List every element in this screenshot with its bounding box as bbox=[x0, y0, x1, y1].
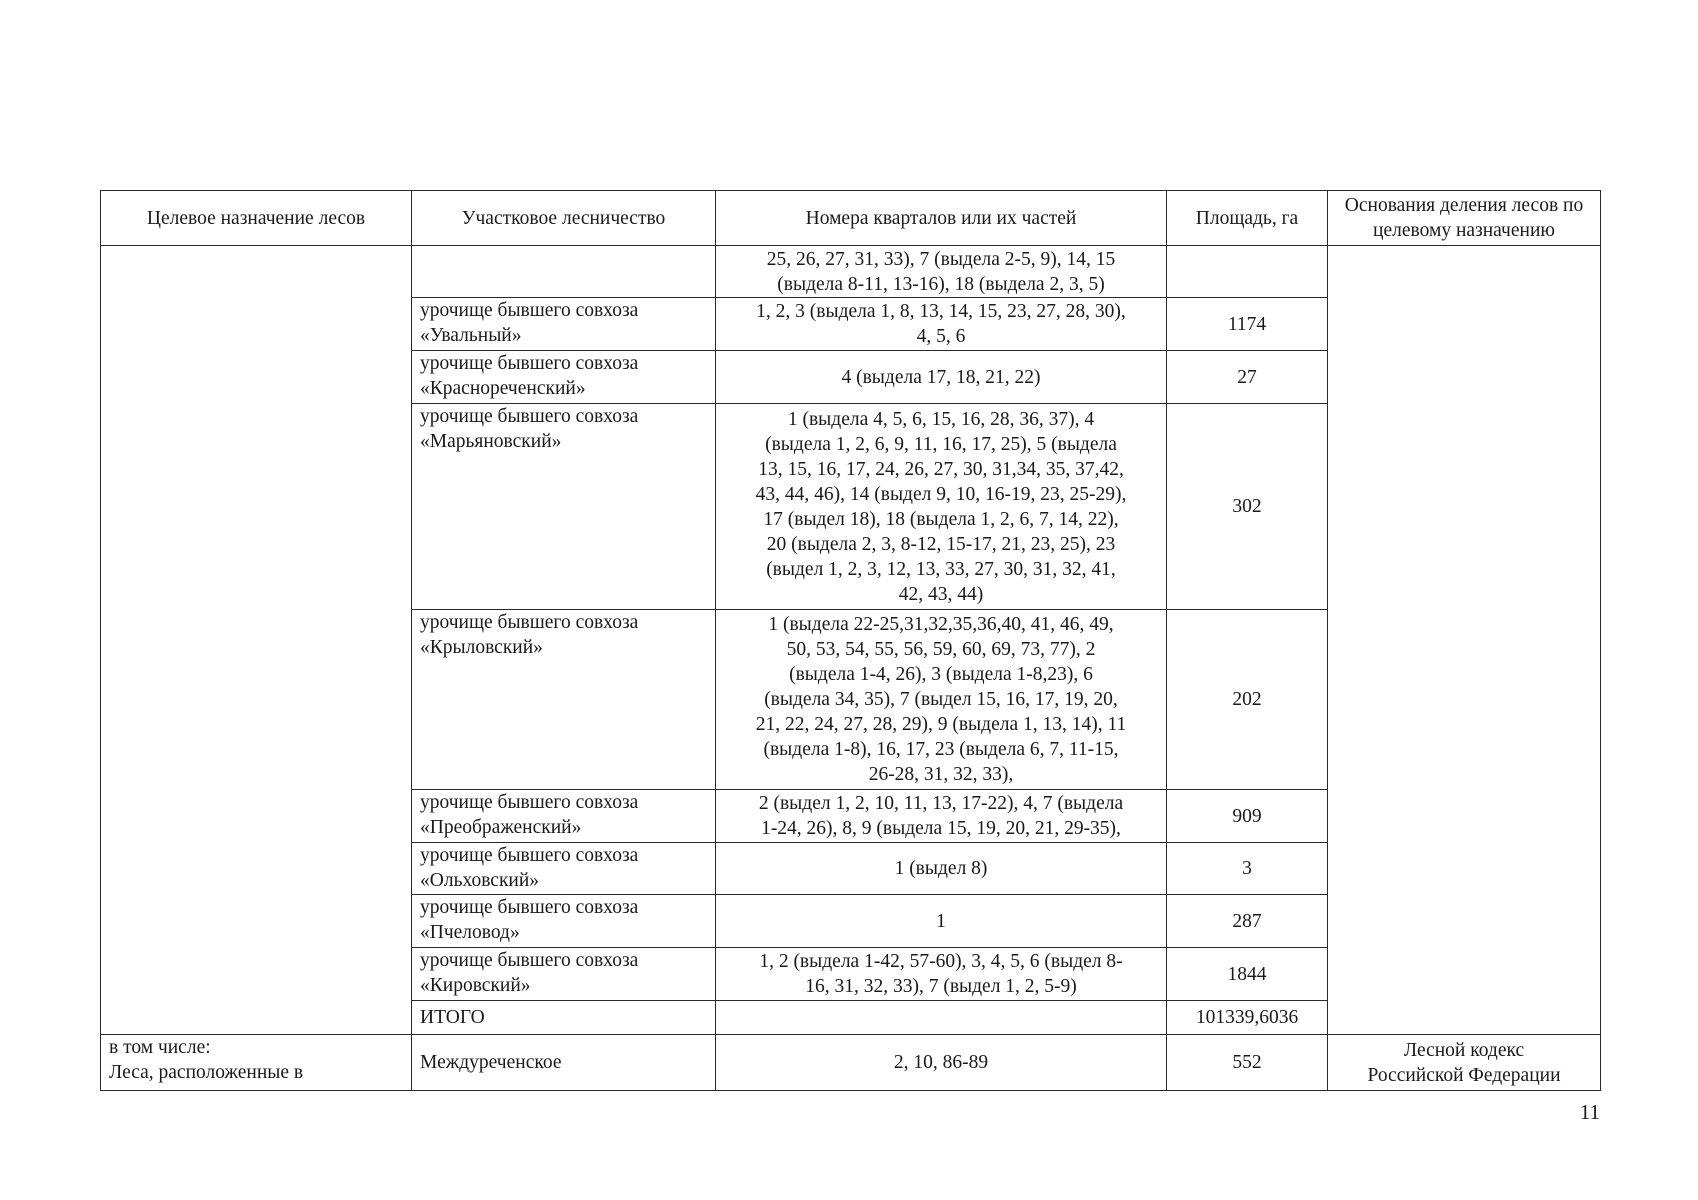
total-area: 101339,6036 bbox=[1167, 1001, 1328, 1035]
area-cell: 909 bbox=[1167, 790, 1328, 843]
purpose-cell-empty bbox=[101, 246, 412, 1035]
district-cell: урочище бывшего совхоза «Ольховский» bbox=[412, 843, 716, 895]
area-cell bbox=[1167, 246, 1328, 298]
district-cell: урочище бывшего совхоза «Кировский» bbox=[412, 948, 716, 1001]
quarters-cell bbox=[716, 1001, 1167, 1035]
district-cell: урочище бывшего совхоза «Увальный» bbox=[412, 298, 716, 351]
area-cell: 302 bbox=[1167, 404, 1328, 610]
district-cell: урочище бывшего совхоза «Пчеловод» bbox=[412, 895, 716, 948]
area-cell: 3 bbox=[1167, 843, 1328, 895]
subset-quarters: 2, 10, 86-89 bbox=[716, 1035, 1167, 1091]
area-cell: 1174 bbox=[1167, 298, 1328, 351]
header-purpose: Целевое назначение лесов bbox=[101, 191, 412, 246]
district-cell: урочище бывшего совхоза «Преображенский» bbox=[412, 790, 716, 843]
header-basis: Основания деления лесов по целевому назначению bbox=[1328, 191, 1601, 246]
subset-purpose: в том числе: Леса, расположенные в bbox=[101, 1035, 412, 1091]
table-row bbox=[101, 246, 1601, 298]
quarters-cell: 25, 26, 27, 31, 33), 7 (выдела 2-5, 9), 14, 15 (выдела 8-11, 13-16), 18 (выдела 2, 3, 5) bbox=[716, 246, 1167, 298]
header-area: Площадь, га bbox=[1167, 191, 1328, 246]
header-district: Участковое лесничество bbox=[412, 191, 716, 246]
district-cell bbox=[412, 246, 716, 298]
quarters-cell: 1 (выдела 4, 5, 6, 15, 16, 28, 36, 37), 4 (выдела 1, 2, 6, 9, 11, 16, 17, 25), 5 (выдела 13, 15, 16, 17, 24, 26, 27, 30, 31,34, 35, 37,42, 43, 44, 46), 14 (выдел 9, 10, 16-19, 23, 25-29), 17 (выдел 18), 18 (выдела 1, 2, 6, 7, 14, 22), 20 (выдела 2, 3, 8-12, 15-17, 21, 23, 25), 23 (выдел 1, 2, 3, 12, 13, 33, 27, 30, 31, 32, 41, 42, 43, 44) bbox=[716, 404, 1167, 610]
area-cell: 287 bbox=[1167, 895, 1328, 948]
forest-table bbox=[100, 190, 1601, 1091]
header-row bbox=[101, 191, 1601, 246]
quarters-cell: 2 (выдел 1, 2, 10, 11, 13, 17-22), 4, 7 (выдела 1-24, 26), 8, 9 (выдела 15, 19, 20, 21, 29-35), bbox=[716, 790, 1167, 843]
quarters-cell: 1 (выдел 8) bbox=[716, 843, 1167, 895]
subset-area: 552 bbox=[1167, 1035, 1328, 1091]
quarters-cell: 1, 2, 3 (выдела 1, 8, 13, 14, 15, 23, 27, 28, 30), 4, 5, 6 bbox=[716, 298, 1167, 351]
quarters-cell: 1 bbox=[716, 895, 1167, 948]
area-cell: 202 bbox=[1167, 610, 1328, 790]
quarters-cell: 1 (выдела 22-25,31,32,35,36,40, 41, 46, 49, 50, 53, 54, 55, 56, 59, 60, 69, 73, 77), 2 (выдела 1-4, 26), 3 (выдела 1-8,23), 6 (выдела 34, 35), 7 (выдел 15, 16, 17, 19, 20, 21, 22, 24, 27, 28, 29), 9 (выдела 1, 13, 14), 11 (выдела 1-8), 16, 17, 23 (выдела 6, 7, 11-15, 26-28, 31, 32, 33), bbox=[716, 610, 1167, 790]
subset-row bbox=[101, 1035, 1601, 1091]
area-cell: 1844 bbox=[1167, 948, 1328, 1001]
area-cell: 27 bbox=[1167, 351, 1328, 404]
page-number: 11 bbox=[1579, 1100, 1600, 1124]
subset-basis: Лесной кодекс Российской Федерации bbox=[1328, 1035, 1601, 1091]
district-cell: урочище бывшего совхоза «Крыловский» bbox=[412, 610, 716, 790]
subset-district: Междуреченское bbox=[412, 1035, 716, 1091]
district-cell: урочище бывшего совхоза «Краснореченский» bbox=[412, 351, 716, 404]
basis-cell-empty bbox=[1328, 246, 1601, 1035]
quarters-cell: 4 (выдела 17, 18, 21, 22) bbox=[716, 351, 1167, 404]
total-label: ИТОГО bbox=[412, 1001, 716, 1035]
quarters-cell: 1, 2 (выдела 1-42, 57-60), 3, 4, 5, 6 (выдел 8- 16, 31, 32, 33), 7 (выдел 1, 2, 5-9) bbox=[716, 948, 1167, 1001]
district-cell: урочище бывшего совхоза «Марьяновский» bbox=[412, 404, 716, 610]
header-quarters: Номера кварталов или их частей bbox=[716, 191, 1167, 246]
